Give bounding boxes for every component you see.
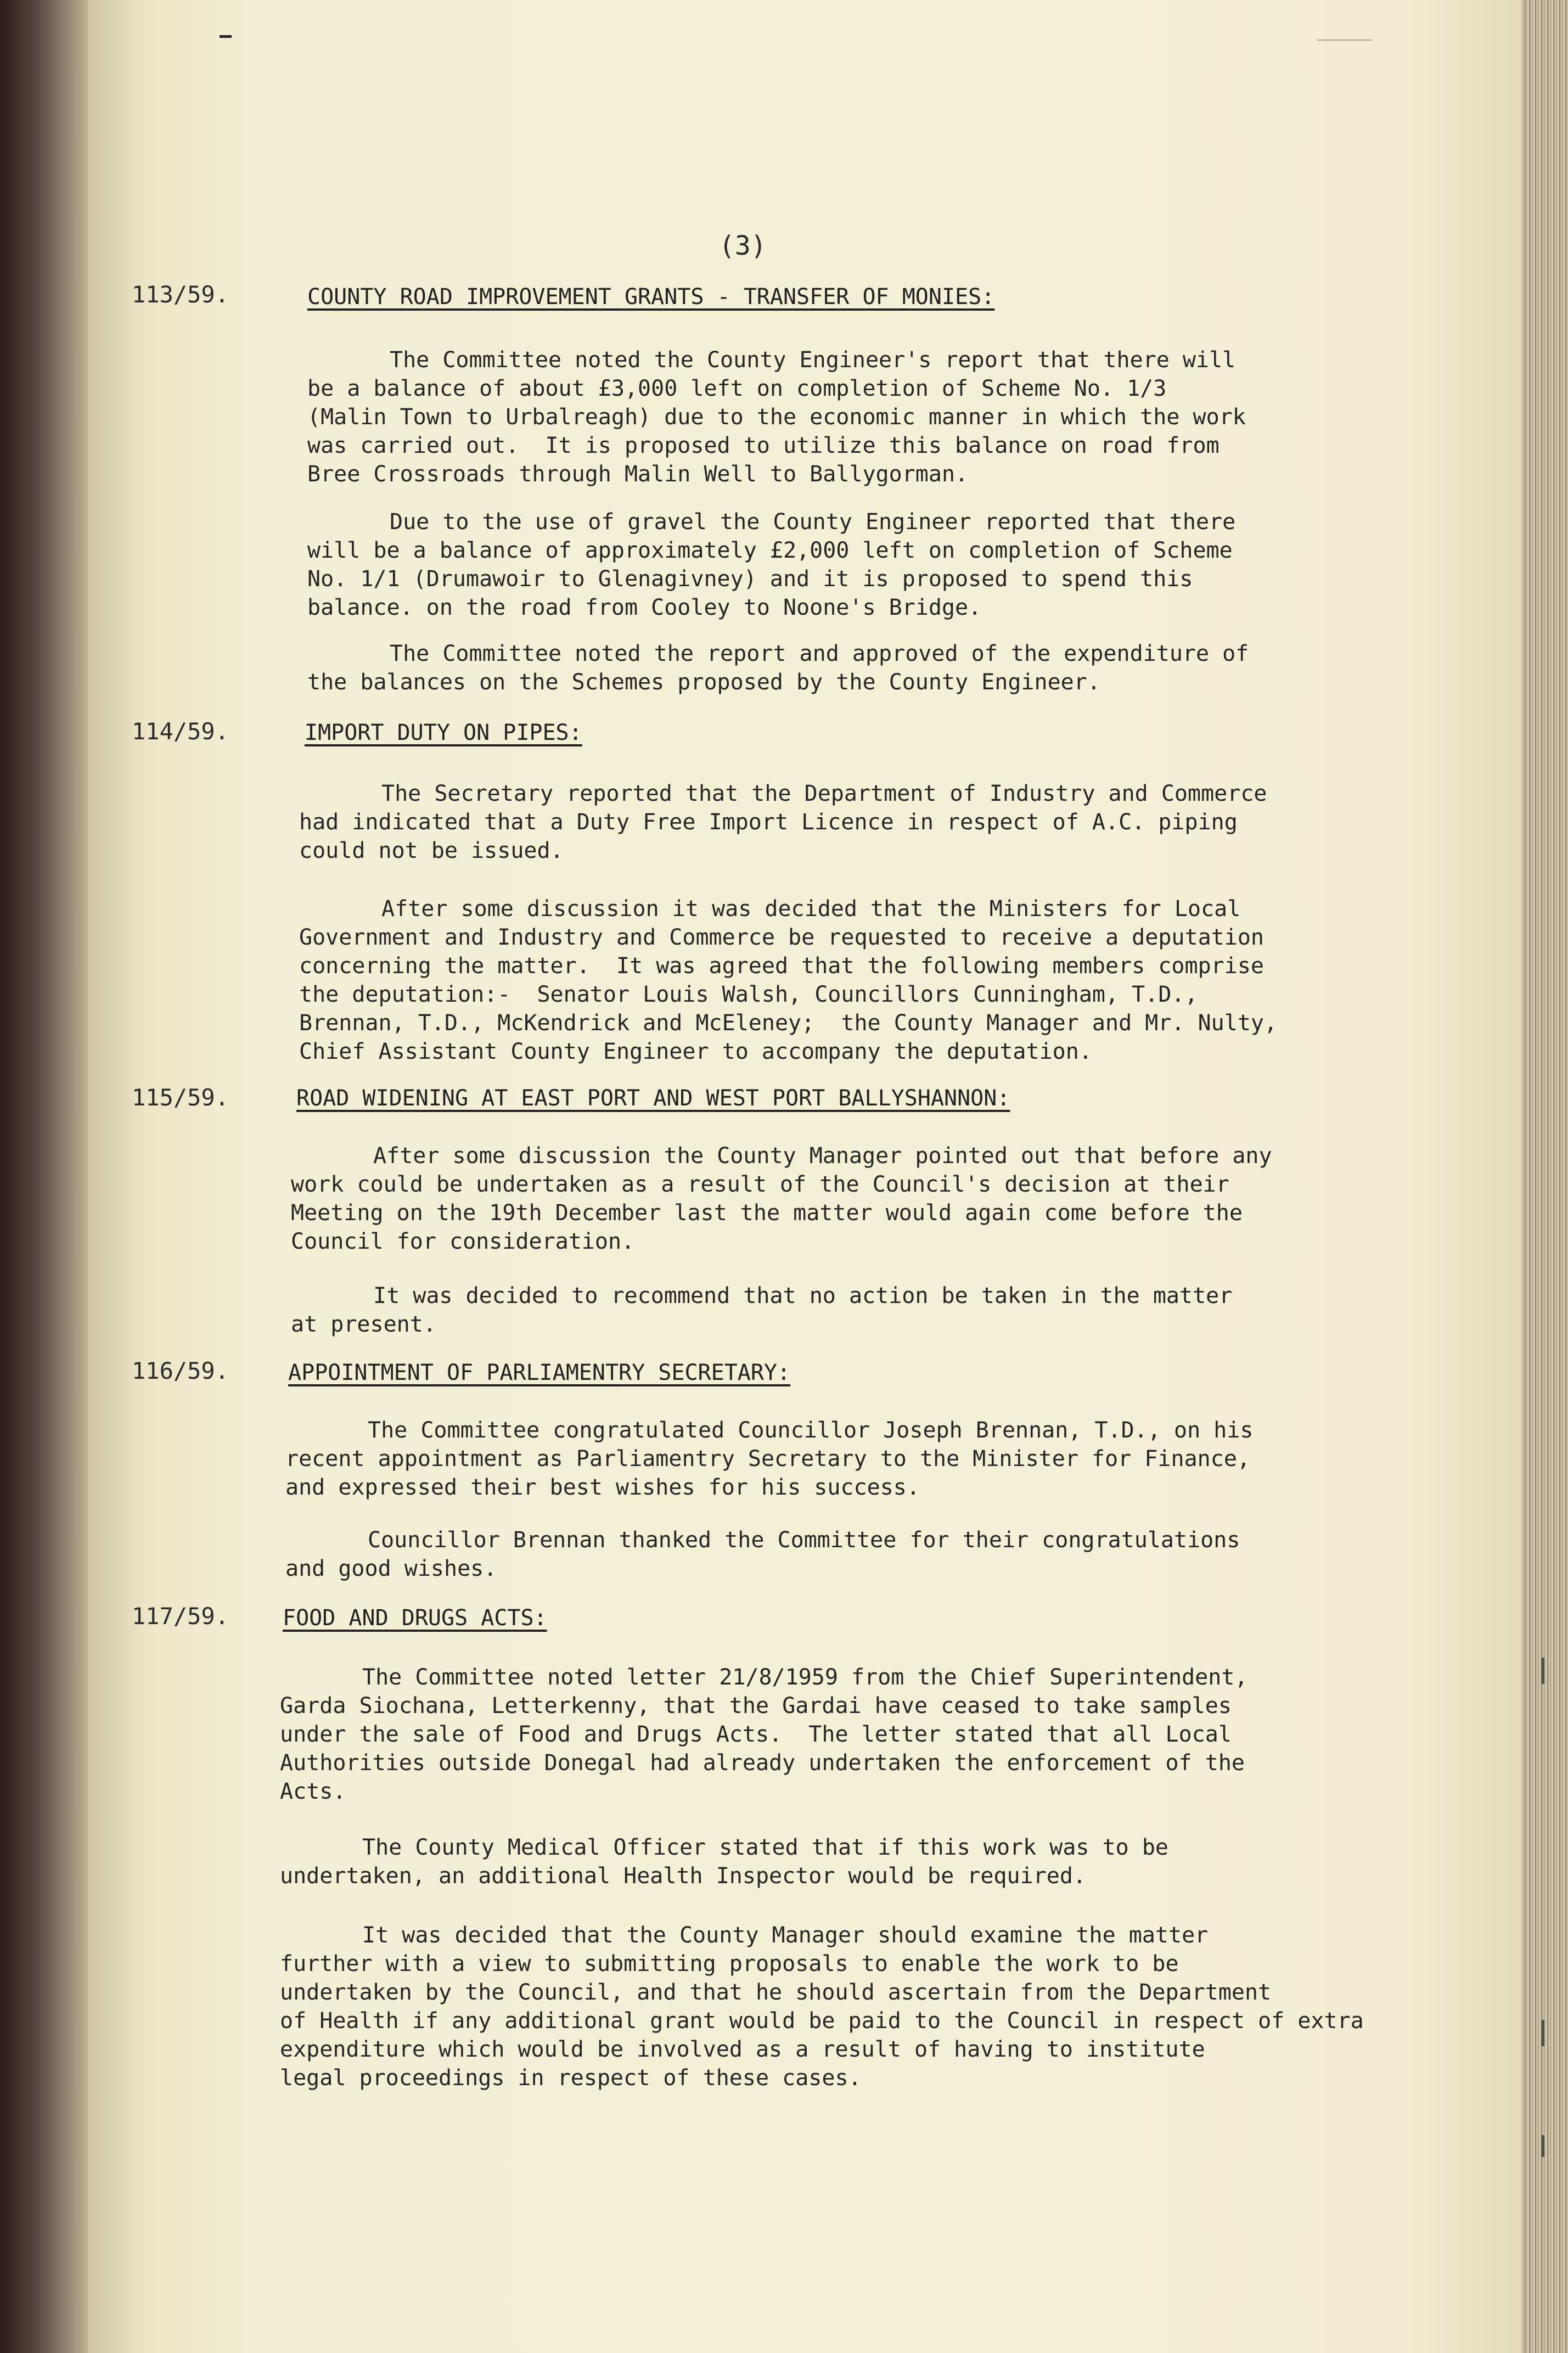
paragraph: It was decided that the County Manager should examine the matter further with a view to submitting proposals to enable the work to be undertaken by the Council, and that he should ascertain from the Department of Health if any additional grant would be paid to the Council in respect of extra expenditure which would be involved as a result of having to institute legal proceedings in respect of these cases. bbox=[280, 1923, 1364, 2091]
section-title: APPOINTMENT OF PARLIAMENTRY SECRETARY: bbox=[288, 1360, 791, 1385]
paragraph: The Committee congratulated Councillor Joseph Brennan, T.D., on his recent appointment as Parliamentry Secretary to the Minister for Finance, and expressed their best wishes for his success. bbox=[285, 1418, 1254, 1500]
paragraph: The Committee noted letter 21/8/1959 from the Chief Superintendent, Garda Siochana, Letterkenny, that the Gardai have ceased to take samples under the sale of Food and Drugs Acts. The letter stated that all Local Authorities outside Donegal had already undertaken the enforcement of the Acts. bbox=[280, 1665, 1248, 1804]
section-title: IMPORT DUTY ON PIPES: bbox=[305, 720, 582, 745]
paragraph: The Committee noted the County Engineer's report that there will be a balance of about £3,000 left on completion of Scheme No. 1/3 (Malin Town to Urbalreagh) due to the economic manner in which the work was carried out. It is proposed to utilize this balance on road from Bree Crossroads through Malin Well to Ballygorman. bbox=[307, 347, 1246, 487]
paragraph: After some discussion the County Manager pointed out that before any work could be undertaken as a result of the Council's decision at their Meeting on the 19th December last the matter would again come before the Council for consideration. bbox=[291, 1143, 1272, 1254]
minute-number: 115/59. bbox=[132, 1084, 229, 1111]
page-number: (3) bbox=[719, 231, 767, 261]
paragraph: The County Medical Officer stated that if this work was to be undertaken, an additional Health Inspector would be required. bbox=[280, 1835, 1169, 1889]
section-title: COUNTY ROAD IMPROVEMENT GRANTS - TRANSFER OF MONIES: bbox=[307, 284, 995, 310]
minute-number: 116/59. bbox=[132, 1357, 229, 1384]
binding-mark bbox=[1541, 2020, 1544, 2046]
ink-mark bbox=[1317, 40, 1372, 41]
paragraph: It was decided to recommend that no action be taken in the matter at present. bbox=[291, 1283, 1233, 1337]
section-title: FOOD AND DRUGS ACTS: bbox=[283, 1605, 547, 1631]
minute-number: 113/59. bbox=[132, 281, 229, 308]
ink-mark bbox=[220, 35, 232, 38]
binding-mark bbox=[1541, 2135, 1544, 2157]
stacked-page-edges bbox=[1526, 0, 1568, 2353]
paragraph: Councillor Brennan thanked the Committee for their congratulations and good wishes. bbox=[285, 1528, 1240, 1581]
minute-number: 117/59. bbox=[132, 1603, 229, 1630]
minute-number: 114/59. bbox=[132, 718, 229, 745]
paragraph: Due to the use of gravel the County Engineer reported that there will be a balance of approximately £2,000 left on completion of Scheme No. 1/1 (Drumawoir to Glenagivney) and it is proposed to spend this balance. on the road from Cooley to Noone's Bridge. bbox=[307, 509, 1236, 620]
binding-mark bbox=[1541, 1658, 1544, 1684]
section-title: ROAD WIDENING AT EAST PORT AND WEST PORT BALLYSHANNON: bbox=[296, 1086, 1010, 1111]
paragraph: The Secretary reported that the Department of Industry and Commerce had indicated that a Duty Free Import Licence in respect of A.C. piping could not be issued. bbox=[299, 781, 1267, 863]
paragraph: After some discussion it was decided that the Ministers for Local Government and Industry and Commerce be requested to receive a deputation concerning the matter. It was agreed that the following members comprise the deputation:- Senator Louis Walsh, Councillors Cunningham, T.D., Brennan, T.D., McKendrick and McEleney; the County Manager and Mr. Nulty, Chief Assistant County Engineer to accompany the deputation. bbox=[299, 896, 1278, 1064]
paragraph: The Committee noted the report and approved of the expenditure of the balances on the Schemes proposed by the County Engineer. bbox=[307, 641, 1249, 695]
